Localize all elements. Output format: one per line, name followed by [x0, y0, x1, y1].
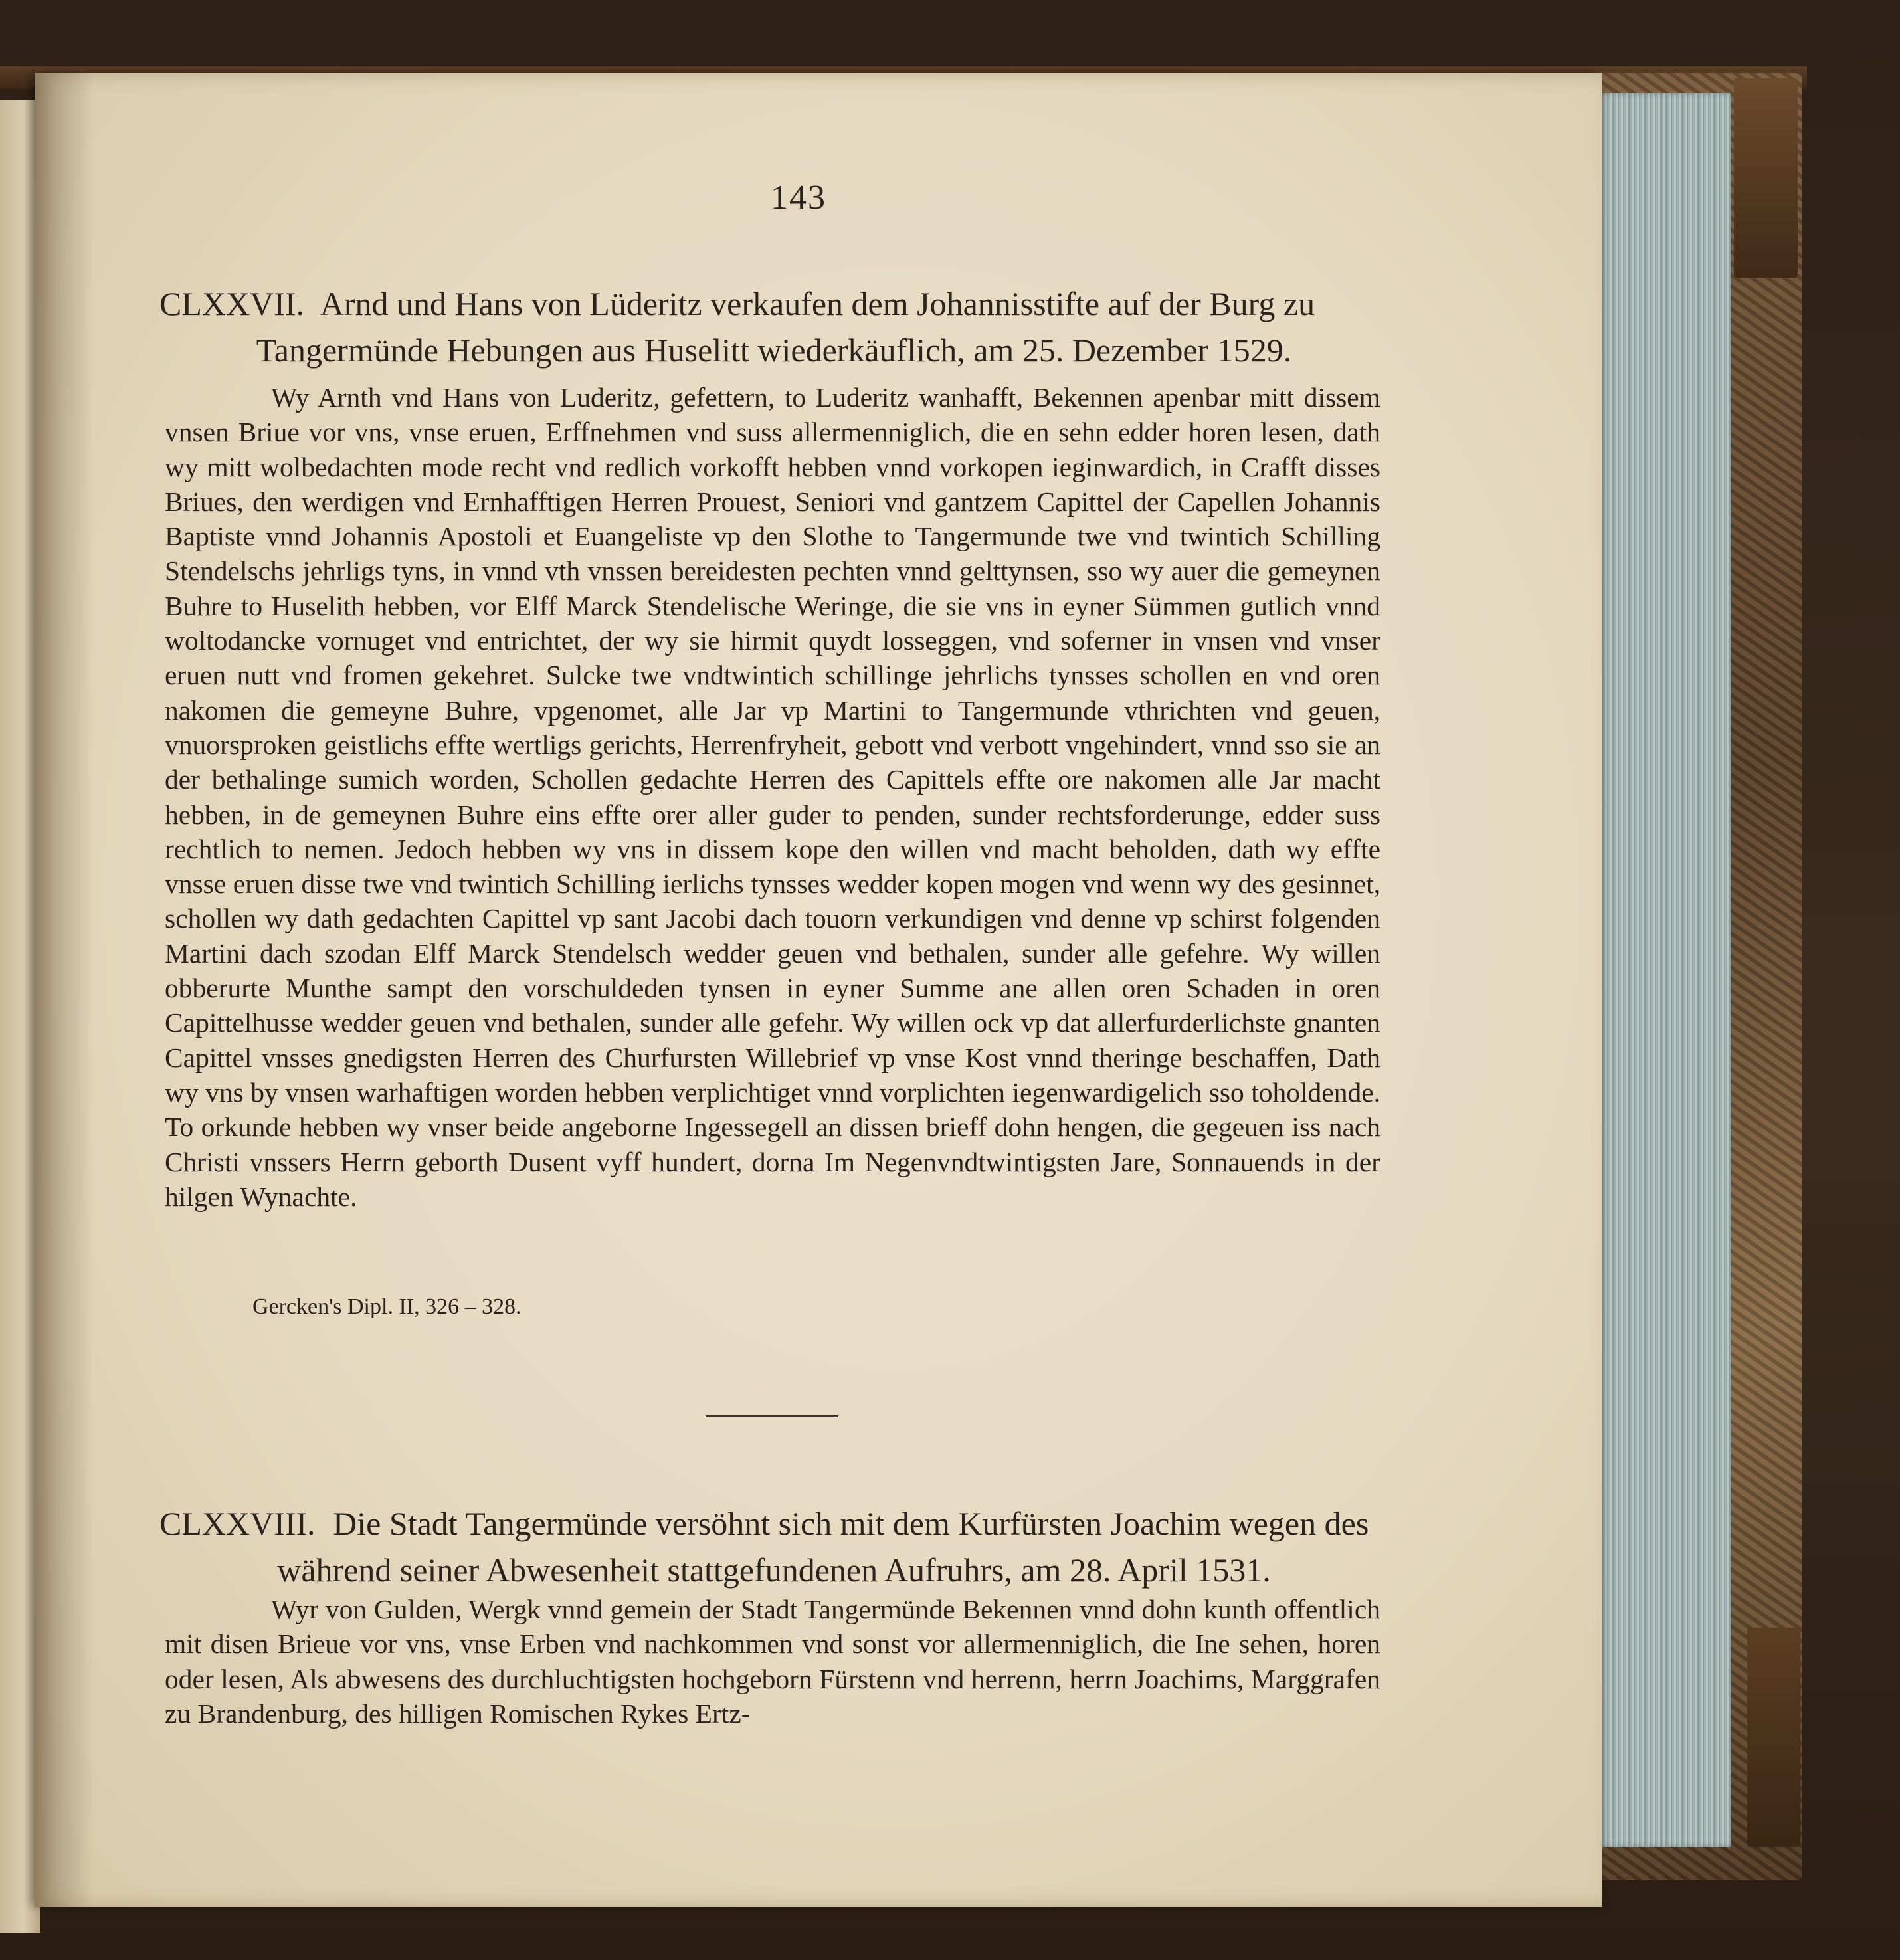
- document-numeral: CLXXVIII.: [159, 1505, 316, 1542]
- document-numeral: CLXXVII.: [159, 285, 305, 322]
- cover-corner-top: [1734, 78, 1798, 278]
- spine-shadow: [35, 73, 94, 1907]
- page-number: 143: [771, 179, 826, 217]
- document-title-line-1: Die Stadt Tangermünde versöhnt sich mit dem Kurfürsten Joachim wegen des: [333, 1505, 1369, 1542]
- document-title-line-2: Tangermünde Hebungen aus Huselitt wiederkäuflich, am 25. Dezember 1529.: [256, 332, 1292, 369]
- document-title-line-1: Arnd und Hans von Lüderitz verkaufen dem Johannisstifte auf der Burg zu: [320, 285, 1315, 322]
- page-fore-edge: [1598, 93, 1731, 1847]
- document-heading-178: [159, 1500, 1388, 1593]
- document-body-178: Wyr von Gulden, Wergk vnnd gemein der Stadt Tangermünde Bekennen vnnd dohn kunth offentlich mit disen Brieue vor vns, vnse Erben vnd nachkommen vnd sonst vor allermenniglich, die Ine sehen, horen oder lesen, Als abwesens des durchluchtigsten hochgeborn Fürstenn vnd herrenn, herrn Joachims, Marggrafen zu Brandenburg, des hilligen Romischen Rykes Ertz-: [165, 1594, 1380, 1729]
- document-heading-177: [159, 280, 1388, 373]
- source-citation: Gercken's Dipl. II, 326 – 328.: [252, 1294, 522, 1319]
- facing-page-edge: [0, 100, 40, 1933]
- cover-corner-bottom: [1747, 1628, 1800, 1847]
- document-body-177: Wy Arnth vnd Hans von Luderitz, gefettern, to Luderitz wanhafft, Bekennen apenbar mitt dissem vnsen Briue vor vns, vnse eruen, Erffnehmen vnd suss allermenniglich, die en sehn edder horen lesen, dath wy mitt wolbedachten mode recht vnd redlich vorkofft hebben vnnd vorkopen ieginwardich, in Crafft disses Briues, den werdigen vnd Ernhafftigen Herren Prouest, Seniori vnd gantzem Capittel der Capellen Johannis Baptiste vnnd Johannis Apostoli et Euangeliste vp den Slothe to Tangermunde twe vnd twintich Schilling Stendelschs jehrligs tyns, in vnnd vth vnssen bereidesten pechten vnnd gelttynsen, sso wy auer die gemeynen Buhre to Huselith hebben, vor Elff Marck Stendelische Weringe, die sie vns in eyner Sümmen gutlich vnnd woltodancke vornuget vnd entrichtet, der wy sie hirmit quydt lossеggen, vnd soferner in vnsen vnd vnser eruen nutt vnd fromen gekehret. Sulcke twe vndtwintich schillinge jehrlichs tynsses schollen en vnd oren nakomen die gemeyne Buhre, vpgenomet, alle Jar vp Martini to Tangermunde vthrichten vnd geuen, vnuorsproken geistlichs effte wertligs gerichts, Herrenfryheit, gebott vnd verbott vngehindert, vnnd sso sie an der bethalinge sumich worden, Schollen gedachte Herren des Capittels effte ore nakomen alle Jar macht hebben, in de gemeynen Buhre eins effte orer aller guder to penden, sunder rechtsforderunge, edder suss rechtlich to nemen. Jedoch hebben wy vns in dissem kope den willen vnd macht beholden, dath wy effte vnsse eruen disse twe vnd twintich Schilling ierlichs tynsses wedder kopen mogen vnd wenn wy des gesinnet, schollen wy dath gedachten Capittel vp sant Jacobi dach touorn verkundigen vnd denne vp schirst folgenden Martini dach szodan Elff Marck Stendelsch wedder geuen vnd bethalen, sunder alle gefehre. Wy willen obberurte Munthe sampt den vorschuldeden tynsen in eyner Summe ane allen oren Schaden in oren Capittelhusse wedder geuen vnd bethalen, sunder alle gefehr. Wy willen ock vp dat allerfurderlichste gnanten Capittel vnsses gnedigsten Herren des Churfursten Willebrief vp vnse Kost vnnd theringe beschaffen, Dath wy vns by vnsen warhaftigen worden hebben verplichtiget vnnd vorplichten iegenwardigelich sso toholdende. To orkunde hebben wy vnser beide angeborne Ingessegell an dissen brieff dohn hengen, die gegeuen iss nach Christi vnssers Herrn geborth Dusent vyff hundert, dorna Im Negenvndtwintigsten Jare, Sonnauends in der hilgen Wynachte.: [165, 382, 1380, 1212]
- section-divider: [706, 1415, 838, 1417]
- document-title-line-2: während seiner Abwesenheit stattgefundenen Aufruhrs, am 28. April 1531.: [277, 1551, 1271, 1589]
